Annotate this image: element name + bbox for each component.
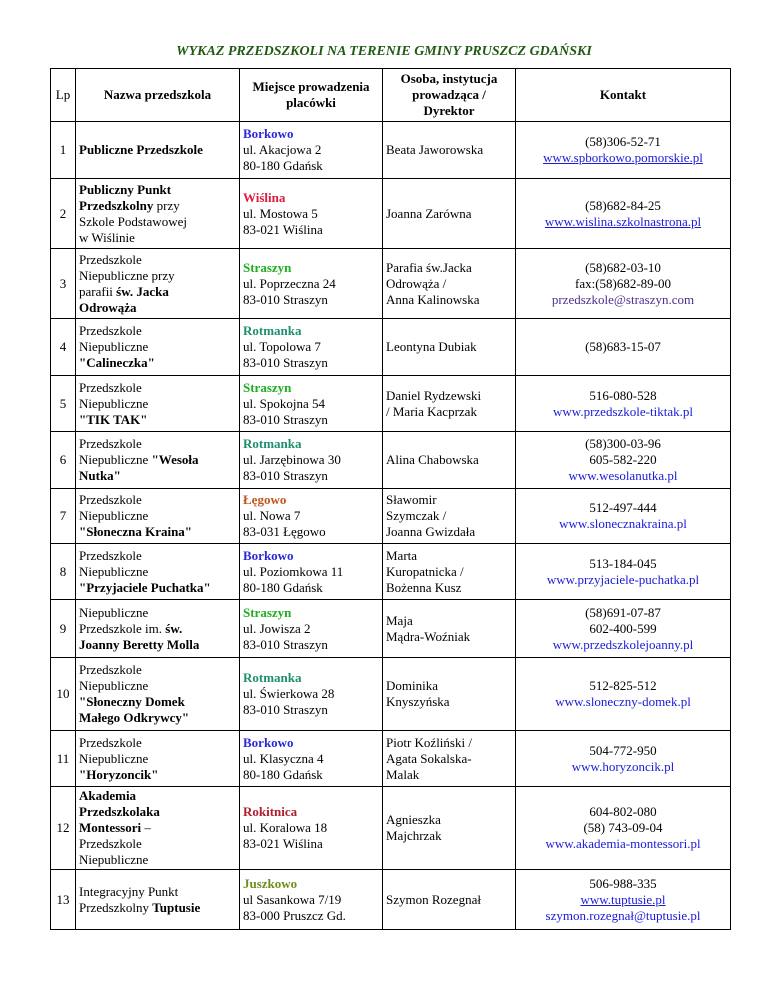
address-line: ul Sasankowa 7/19 xyxy=(243,891,342,907)
location-cell xyxy=(240,432,383,489)
row-number: 7 xyxy=(51,489,76,544)
location-cell xyxy=(240,731,383,787)
contact-cell xyxy=(516,600,731,658)
phone-number: (58)306-52-71 xyxy=(585,134,661,149)
table-row xyxy=(51,376,731,432)
owner-line: Szymon Rozegnał xyxy=(386,891,481,907)
kindergarten-name xyxy=(76,658,240,731)
name-line: Nutka" xyxy=(79,468,121,483)
name-line: Przedszkole xyxy=(79,251,142,267)
website-link[interactable]: www.akademia-montessori.pl xyxy=(545,836,701,851)
row-number: 1 xyxy=(51,122,76,179)
location-name: Straszyn xyxy=(243,604,292,620)
owner-line: Sławomir xyxy=(386,492,437,507)
owner-line: Agnieszka xyxy=(386,812,441,827)
contact-cell xyxy=(516,731,731,787)
owner-cell xyxy=(383,489,516,544)
name-line: Niepubliczne xyxy=(79,750,149,766)
phone-number: 602-400-599 xyxy=(589,620,657,636)
address-line: 83-031 Łęgowo xyxy=(243,524,326,539)
address-line: ul. Akacjowa 2 xyxy=(243,142,322,157)
table-row xyxy=(51,870,731,930)
address-line: 83-010 Straszyn xyxy=(243,702,328,717)
contact-cell xyxy=(516,870,731,930)
owner-line: Dominika xyxy=(386,678,438,693)
name-line: "Słoneczny Domek xyxy=(79,694,185,709)
owner-line: Piotr Koźliński / xyxy=(386,734,472,750)
kindergarten-name xyxy=(76,870,240,930)
location-cell xyxy=(240,376,383,432)
address-line: ul. Mostowa 5 xyxy=(243,205,318,221)
row-number: 12 xyxy=(51,787,76,870)
address-line: ul. Jarzębinowa 30 xyxy=(243,452,341,467)
website-link[interactable]: www.wislina.szkolnastrona.pl xyxy=(544,213,702,229)
row-number: 6 xyxy=(51,432,76,489)
phone-number: 604-802-080 xyxy=(589,804,657,819)
owner-cell xyxy=(383,787,516,870)
kindergarten-name xyxy=(76,179,240,249)
owner-cell xyxy=(383,376,516,432)
owner-line: Kuropatnicka / xyxy=(386,563,464,579)
name-line: Niepubliczne xyxy=(79,604,149,620)
name-line: Przedszkole xyxy=(79,436,142,451)
phone-number: (58)691-07-87 xyxy=(585,604,661,620)
address-line: 83-010 Straszyn xyxy=(243,411,328,427)
kindergarten-name xyxy=(76,600,240,658)
email-link[interactable]: szymon.rozegnał@tuptusie.pl xyxy=(545,907,701,923)
website-link[interactable]: www.wesolanutka.pl xyxy=(568,468,678,483)
name-line: "Horyzoncik" xyxy=(79,766,159,782)
header-place: Miejsce prowadzenia placówki xyxy=(240,69,383,122)
name-line: Przedszkole xyxy=(79,547,142,563)
owner-line: Bożenna Kusz xyxy=(386,579,462,595)
name-line: Przedszkole xyxy=(79,662,142,677)
row-number: 4 xyxy=(51,319,76,376)
document-title: WYKAZ PRZEDSZKOLI NA TERENIE GMINY PRUSZCZ GDAŃSKI xyxy=(176,44,592,59)
name-line: Niepubliczne xyxy=(79,678,149,693)
name-line: Przedszkolny Tuptusie xyxy=(79,899,201,915)
address-line: 83-010 Straszyn xyxy=(243,291,328,307)
owner-line: Alina Chabowska xyxy=(386,452,479,467)
phone-number: (58) 743-09-04 xyxy=(583,820,663,835)
location-cell xyxy=(240,179,383,249)
address-line: 83-000 Pruszcz Gd. xyxy=(243,907,346,923)
table-row xyxy=(51,658,731,731)
website-link[interactable]: www.horyzoncik.pl xyxy=(571,758,675,774)
phone-number: 506-988-335 xyxy=(589,875,657,891)
table-row xyxy=(51,319,731,376)
phone-number: (58)300-03-96 xyxy=(585,436,661,451)
table-row xyxy=(51,544,731,600)
name-line: "Słoneczna Kraina" xyxy=(79,524,193,539)
address-line: ul. Świerkowa 28 xyxy=(243,686,335,701)
owner-line: Joanna Gwizdała xyxy=(386,524,476,539)
location-cell xyxy=(240,600,383,658)
owner-cell xyxy=(383,658,516,731)
phone-number: 605-582-220 xyxy=(589,452,657,467)
address-line: ul. Klasyczna 4 xyxy=(243,750,324,766)
name-line: Przedszkolaka xyxy=(79,804,160,819)
phone-number: fax:(58)682-89-00 xyxy=(574,275,672,291)
phone-number: 516-080-528 xyxy=(589,387,657,403)
row-number: 3 xyxy=(51,249,76,319)
phone-number: 512-497-444 xyxy=(589,500,657,515)
owner-line: Marta xyxy=(386,547,418,563)
row-number: 11 xyxy=(51,731,76,787)
owner-cell xyxy=(383,319,516,376)
owner-cell xyxy=(383,544,516,600)
table-row xyxy=(51,489,731,544)
table-body xyxy=(51,122,731,930)
kindergarten-name xyxy=(76,376,240,432)
owner-cell xyxy=(383,122,516,179)
name-line: Publiczne Przedszkole xyxy=(79,142,203,157)
name-line: "Calineczka" xyxy=(79,355,155,370)
owner-cell xyxy=(383,870,516,930)
name-line: Przedszkole xyxy=(79,379,142,395)
header-contact: Kontakt xyxy=(516,69,731,122)
name-line: Przedszkole xyxy=(79,734,142,750)
location-name: Borkowo xyxy=(243,734,294,750)
owner-cell xyxy=(383,249,516,319)
owner-cell xyxy=(383,600,516,658)
name-line: Przedszkole im. św. xyxy=(79,620,183,636)
location-name: Juszkowo xyxy=(243,875,298,891)
name-line: Niepubliczne xyxy=(79,508,149,523)
website-link[interactable]: www.slonecznakraina.pl xyxy=(559,516,687,531)
table-row xyxy=(51,249,731,319)
website-link[interactable]: www.sloneczny-domek.pl xyxy=(555,694,691,709)
owner-line: Leontyna Dubiak xyxy=(386,339,477,354)
name-line: Montessori – xyxy=(79,820,151,835)
phone-number: (58)682-84-25 xyxy=(585,197,661,213)
address-line: ul. Topolowa 7 xyxy=(243,339,321,354)
owner-line: Malak xyxy=(386,766,420,782)
row-number: 10 xyxy=(51,658,76,731)
owner-line: Majchrzak xyxy=(386,828,442,843)
row-number: 5 xyxy=(51,376,76,432)
owner-line: Mądra-Woźniak xyxy=(386,628,471,644)
location-name: Rotmanka xyxy=(243,670,302,685)
kindergarten-name xyxy=(76,432,240,489)
table-row xyxy=(51,787,731,870)
kindergarten-name xyxy=(76,787,240,870)
address-line: 80-180 Gdańsk xyxy=(243,766,323,782)
address-line: ul. Poziomkowa 11 xyxy=(243,563,344,579)
location-cell xyxy=(240,787,383,870)
owner-cell xyxy=(383,432,516,489)
kindergarten-name xyxy=(76,489,240,544)
kindergarten-name xyxy=(76,544,240,600)
contact-cell xyxy=(516,544,731,600)
location-name: Łęgowo xyxy=(243,492,287,507)
name-line: Odrowąża xyxy=(79,299,137,315)
location-name: Rokitnica xyxy=(243,804,298,819)
location-cell xyxy=(240,122,383,179)
owner-cell xyxy=(383,179,516,249)
kindergarten-name xyxy=(76,249,240,319)
header-lp: Lp xyxy=(51,69,76,122)
location-name: Rotmanka xyxy=(243,436,302,451)
name-line: "TIK TAK" xyxy=(79,411,148,427)
address-line: 83-010 Straszyn xyxy=(243,468,328,483)
location-cell xyxy=(240,319,383,376)
phone-number: (58)683-15-07 xyxy=(585,339,661,354)
name-line: Niepubliczne xyxy=(79,339,149,354)
address-line: 83-021 Wiślina xyxy=(243,221,323,237)
owner-line: Parafia św.Jacka xyxy=(386,259,472,275)
location-name: Rotmanka xyxy=(243,323,302,338)
contact-cell xyxy=(516,376,731,432)
owner-line: Knyszyńska xyxy=(386,694,450,709)
name-line: "Przyjaciele Puchatka" xyxy=(79,579,211,595)
phone-number: 513-184-045 xyxy=(589,555,657,571)
name-line: Akademia xyxy=(79,788,137,803)
address-line: 83-021 Wiślina xyxy=(243,836,323,851)
location-cell xyxy=(240,544,383,600)
name-line: Joanny Beretty Molla xyxy=(79,636,200,652)
phone-number: 504-772-950 xyxy=(589,742,657,758)
name-line: Niepubliczne xyxy=(79,852,149,867)
phone-number: 512-825-512 xyxy=(589,678,657,693)
location-name: Straszyn xyxy=(243,379,292,395)
location-name: Borkowo xyxy=(243,547,294,563)
owner-line: Odrowąża / xyxy=(386,275,447,291)
address-line: 83-010 Straszyn xyxy=(243,355,328,370)
name-line: w Wiślinie xyxy=(79,229,135,245)
owner-line: Joanna Zarówna xyxy=(386,205,472,221)
name-line: Niepubliczne "Wesoła xyxy=(79,452,199,467)
name-line: parafii św. Jacka xyxy=(79,283,169,299)
location-name: Wiślina xyxy=(243,189,286,205)
website-link[interactable]: www.przyjaciele-puchatka.pl xyxy=(546,571,700,587)
contact-cell xyxy=(516,249,731,319)
table-header-row xyxy=(51,69,731,122)
address-line: ul. Koralowa 18 xyxy=(243,820,328,835)
kindergarten-name xyxy=(76,122,240,179)
name-line: Niepubliczne xyxy=(79,395,149,411)
website-link[interactable]: www.przedszkolejoanny.pl xyxy=(552,636,694,652)
name-line: Przedszkole xyxy=(79,323,142,338)
contact-cell xyxy=(516,319,731,376)
owner-line: Daniel Rydzewski xyxy=(386,387,482,403)
location-cell xyxy=(240,870,383,930)
owner-line: Maja xyxy=(386,612,413,628)
name-line: Przedszkole xyxy=(79,492,142,507)
contact-cell xyxy=(516,179,731,249)
location-cell xyxy=(240,658,383,731)
owner-line: Anna Kalinowska xyxy=(386,291,480,307)
address-line: 83-010 Straszyn xyxy=(243,636,328,652)
location-name: Borkowo xyxy=(243,126,294,141)
table-row xyxy=(51,122,731,179)
address-line: ul. Jowisza 2 xyxy=(243,620,311,636)
table-row xyxy=(51,432,731,489)
header-name: Nazwa przedszkola xyxy=(76,69,240,122)
owner-line: Szymczak / xyxy=(386,508,447,523)
owner-cell xyxy=(383,731,516,787)
header-owner: Osoba, instytucja prowadząca / Dyrektor xyxy=(383,69,516,122)
address-line: 80-180 Gdańsk xyxy=(243,579,323,595)
kindergarten-table xyxy=(50,68,731,930)
name-line: Małego Odkrywcy" xyxy=(79,710,190,725)
table-row xyxy=(51,179,731,249)
location-cell xyxy=(240,489,383,544)
name-line: Niepubliczne xyxy=(79,563,149,579)
row-number: 13 xyxy=(51,870,76,930)
website-link[interactable]: www.spborkowo.pomorskie.pl xyxy=(543,150,703,165)
contact-cell xyxy=(516,432,731,489)
phone-number: (58)682-03-10 xyxy=(585,259,661,275)
name-line: Niepubliczne przy xyxy=(79,267,175,283)
kindergarten-name xyxy=(76,731,240,787)
name-line: Przedszkole xyxy=(79,836,142,851)
email-link[interactable]: przedszkole@straszyn.com xyxy=(551,291,695,307)
address-line: 80-180 Gdańsk xyxy=(243,158,323,173)
address-line: ul. Spokojna 54 xyxy=(243,395,325,411)
address-line: ul. Nowa 7 xyxy=(243,508,301,523)
row-number: 9 xyxy=(51,600,76,658)
table-row xyxy=(51,600,731,658)
contact-cell xyxy=(516,122,731,179)
contact-cell xyxy=(516,489,731,544)
address-line: ul. Poprzeczna 24 xyxy=(243,275,336,291)
owner-line: Beata Jaworowska xyxy=(386,142,484,157)
website-link[interactable]: www.tuptusie.pl xyxy=(580,891,666,907)
name-line: Integracyjny Punkt xyxy=(79,883,179,899)
name-line: Przedszkolny przy xyxy=(79,197,180,213)
name-line: Publiczny Punkt xyxy=(79,181,172,197)
owner-line: Agata Sokalska- xyxy=(386,750,472,766)
location-name: Straszyn xyxy=(243,259,292,275)
table-row xyxy=(51,731,731,787)
name-line: Szkole Podstawowej xyxy=(79,213,187,229)
contact-cell xyxy=(516,787,731,870)
row-number: 8 xyxy=(51,544,76,600)
website-link[interactable]: www.przedszkole-tiktak.pl xyxy=(553,403,693,419)
location-cell xyxy=(240,249,383,319)
contact-cell xyxy=(516,658,731,731)
owner-line: / Maria Kacprzak xyxy=(386,403,477,419)
row-number: 2 xyxy=(51,179,76,249)
kindergarten-name xyxy=(76,319,240,376)
